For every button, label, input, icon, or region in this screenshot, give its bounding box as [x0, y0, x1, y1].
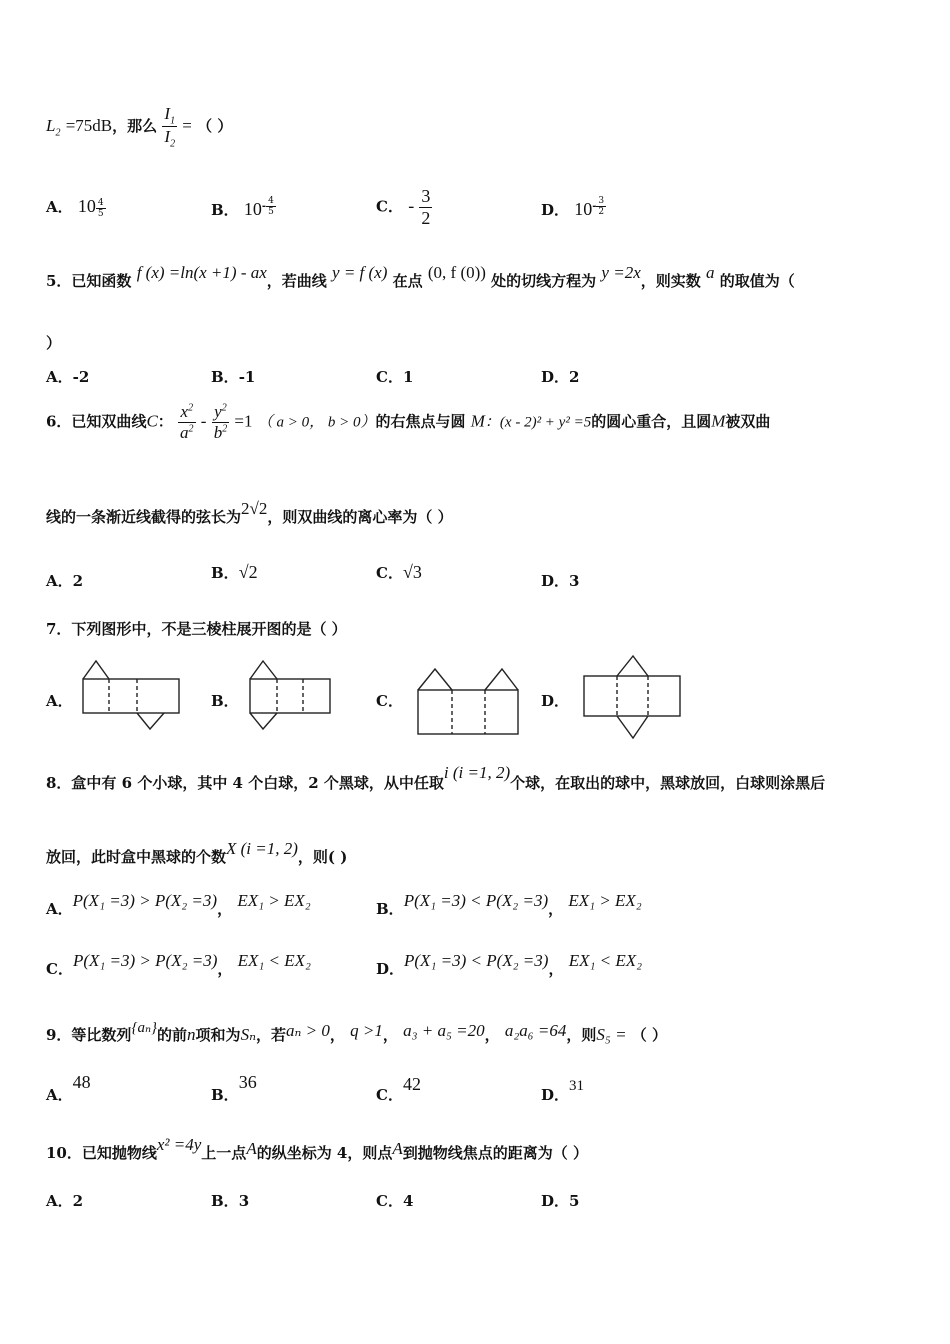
q6-option-d[interactable]: D．3 [541, 572, 580, 590]
q8-option-a[interactable]: A．P(X₁ =3) > P(X₂ =3)， EX₁ > EX₂ [46, 891, 311, 918]
q4-option-c[interactable]: C． - $\frac{3}{2}$ [376, 186, 431, 228]
q6-option-c[interactable]: C．√3 [376, 562, 422, 582]
q10-option-b[interactable]: B．3 [211, 1192, 250, 1210]
q9-option-b[interactable]: B．36 [211, 1072, 257, 1104]
q4-option-d[interactable]: D． $10^{- \frac{3}{2}}$ [541, 196, 605, 219]
q8-option-b[interactable]: B．P(X₁ =3) < P(X₂ =3)， EX₁ > EX₂ [376, 891, 642, 918]
q6-stem: 6．已知双曲线C： $\frac{x^2}{a^2}$ - $\frac{y^2}{b^2}$ =1 （ a > 0， b > 0）的右焦点与圆 M：(x - 2)² + y² =5的圆心重合，且圆M被双曲 [46, 402, 771, 442]
q4-fraction: $\frac{I_1}{I_2}$ [164, 104, 176, 150]
q7-option-d-figure[interactable] [580, 652, 690, 742]
q4-stem: $L_2 =75dB$，那么 $\frac{I_1}{I_2}$ = （ ） [46, 104, 233, 150]
q7-option-a-label[interactable]: A． [46, 692, 73, 710]
q5-option-a[interactable]: A．-2 [46, 368, 90, 386]
q10-option-d[interactable]: D．5 [541, 1192, 580, 1210]
q7-option-c-label[interactable]: C． [376, 692, 403, 710]
q6-stem-line2: 线的一条渐近线截得的弦长为2√2，则双曲线的离心率为（ ） [46, 499, 453, 526]
q7-option-b-label[interactable]: B． [211, 692, 239, 710]
q7-option-b-figure[interactable] [247, 656, 337, 736]
q9-option-c[interactable]: C．42 [376, 1074, 421, 1104]
q7-stem: 7．下列图形中，不是三棱柱展开图的是（ ） [46, 620, 347, 638]
q10-option-a[interactable]: A．2 [46, 1192, 84, 1210]
q5-stem: 5．已知函数 f (x) =ln(x +1) - ax，若曲线 y = f (x) 在点 (0, f (0)) 处的切线方程为 y =2x，则实数 a 的取值为（ [46, 263, 795, 290]
q8-option-c[interactable]: C．P(X₁ =3) > P(X₂ =3)， EX₁ < EX₂ [46, 951, 311, 978]
q10-option-c[interactable]: C．4 [376, 1192, 414, 1210]
q7-option-a-figure[interactable] [80, 656, 184, 736]
q9-option-a[interactable]: A．48 [46, 1072, 91, 1104]
q9-option-d[interactable]: D．31 [541, 1078, 585, 1104]
q5-option-c[interactable]: C．1 [376, 368, 414, 386]
q5-option-d[interactable]: D．2 [541, 368, 580, 386]
q10-stem: 10．已知抛物线x² =4y上一点A的纵坐标为 4，则点A到抛物线焦点的距离为（ ） [46, 1135, 588, 1162]
q4-option-a[interactable]: A． 10 $\frac{4}{5}$ [46, 196, 104, 219]
q6-option-b[interactable]: B．√2 [211, 562, 258, 582]
q8-stem: 8．盒中有 6 个小球，其中 4 个白球，2 个黑球，从中任取i (i =1, 2)个球，在取出的球中，黑球放回，白球则涂黑后 [46, 763, 826, 792]
q5-close-paren: ） [46, 334, 62, 352]
q7-option-d-label[interactable]: D． [541, 692, 570, 710]
q8-option-d[interactable]: D．P(X₁ =3) < P(X₂ =3)， EX₁ < EX₂ [376, 951, 643, 978]
q8-stem-line2: 放回，此时盒中黑球的个数X (i =1, 2)，则( ) [46, 839, 348, 866]
q9-stem: 9．等比数列{aₙ}的前n项和为Sₙ，若aₙ > 0， q >1， a₃ + a₅ =20， a₂a₆ =64，则S₅ = （ ） [46, 1020, 668, 1044]
q5-option-b[interactable]: B．-1 [211, 368, 256, 386]
q4-option-b[interactable]: B． $10^{- \frac{4}{5}}$ [211, 196, 274, 219]
q6-option-a[interactable]: A．2 [46, 572, 84, 590]
q7-option-c-figure[interactable] [414, 664, 524, 738]
